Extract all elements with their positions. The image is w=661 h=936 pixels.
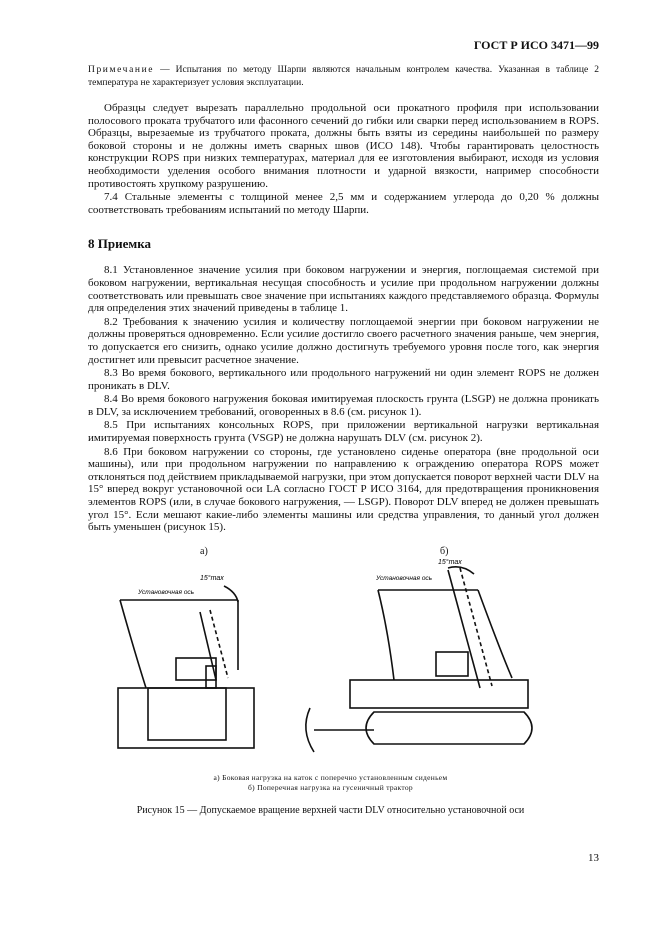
document-body — [88, 64, 599, 534]
panel-a-label: а) — [200, 546, 208, 557]
tractor-rops-post-right — [478, 590, 512, 678]
axis-label-b: Установочная ось — [376, 575, 433, 582]
tractor-drawing — [306, 567, 532, 752]
note-label: Примечание — [88, 65, 155, 75]
roller-body — [118, 688, 254, 748]
tractor-seat — [436, 652, 468, 676]
roller-seat — [176, 658, 216, 680]
subcaption-a: а) Боковая нагрузка на каток с поперечно установленным сиденьем — [213, 773, 448, 782]
axis-label-a: Установочная ось — [138, 589, 195, 596]
roller-rops-post-left — [120, 600, 146, 688]
paragraph-8-6: 8.6 При боковом нагружении со стороны, где установлено сиденье оператора (вне продольной оси машины), или при продольном нагружении по направлению к ограждению оператора ROPS может отклоняться под действием прикладываемой нагрузки, при этом допускается поворот верхней части DLV на 15° вперед вокруг установочной оси LA согласно ГОСТ Р ИСО 3164, для предотвращения проникновения элементов ROPS (или, в случае бокового нагружения, — LSGP). Поворот DLV вперед не должен превышать угол 15°. Если мешают какие-либо элементы машины или средства управления, то данный угол должен быть уменьшен (рисунок 15). — [88, 445, 599, 534]
panel-b-label: б) — [440, 546, 449, 557]
figure-subcaptions — [0, 773, 661, 792]
paragraph-8-3: 8.3 Во время бокового, вертикального или продольного нагружений ни один элемент ROPS не должен проникать в DLV. — [88, 367, 599, 392]
paragraph-8-2: 8.2 Требования к значению усилия и количеству поглощаемой энергии при боковом нагружении не должны проверяться одновременно. Если усилие достигло своего расчетного значения раньше, чем энергия, то допускается его снизить, однако усилие должно достигнуть требуемого уровня после того, как энергия достигнет или превысит расчетное значение. — [88, 315, 599, 366]
paragraph-8-4: 8.4 Во время бокового нагружения боковая имитируемая плоскость грунта (LSGP) не должна проникать в DLV, за исключением требований, оговоренных в 8.6 (см. рисунок 1). — [88, 393, 599, 418]
document-header: ГОСТ Р ИСО 3471—99 — [473, 38, 599, 52]
page-number: 13 — [588, 852, 599, 864]
roller-drawing — [118, 586, 254, 748]
paragraph-7-4: 7.4 Стальные элементы с толщиной менее 2,5 мм и содержанием углерода до 0,20 % должны соответствовать требованиям испытаний по методу Шарпи. — [88, 191, 599, 216]
subcaption-b: б) Поперечная нагрузка на гусеничный трактор — [248, 782, 413, 792]
angle-label-b: 15°max — [438, 559, 462, 566]
paragraph-8-1: 8.1 Установленное значение усилия при боковом нагружении и энергия, поглощаемая системой при боковом нагружении, вертикальная несущая способность и усилие при продольном нагружении должны соответствовать или превышать свое значение при испытаниях каждого представляемого образца. Формулы для определения этих значений приведены в таблице 1. — [88, 264, 599, 315]
note — [88, 64, 599, 90]
section-title: 8 Приемка — [88, 236, 152, 252]
figure-caption: Рисунок 15 — Допускаемое вращение верхней части DLV относительно установочной оси — [136, 805, 525, 816]
roller-dlv-line — [200, 612, 216, 680]
tractor-dlv-rotated — [460, 568, 492, 686]
tractor-dlv-line — [448, 570, 480, 688]
tractor-rops-post-left — [378, 590, 394, 680]
figure-15 — [88, 540, 599, 780]
tractor-blade — [306, 708, 314, 752]
paragraph-8-5: 8.5 При испытаниях консольных ROPS, при приложении вертикальной нагрузки вертикальная имитируемая поверхность грунта (VSGP) не должна нарушать DLV (см. рисунок 2). — [88, 419, 599, 445]
tractor-track — [366, 712, 532, 744]
note-text: — Испытания по методу Шарпи являются начальным контролем качества. Указанная в таблице 2 температура не характеризует условия эксплуатации. — [88, 65, 599, 88]
tractor-hood — [350, 680, 528, 708]
paragraph-specimens: Образцы следует вырезать параллельно продольной оси прокатного профиля при использовании полосового проката трубчатого или фасонного сечений до гибки или сварки перед использованием в ROPS. Образцы, вырезаемые из трубчатого проката, должны быть взяты из середины наибольшей по размеру боковой стороны и не должны иметь сварных швов (ИСО 148). Чтобы гарантировать целостность конструкции ROPS при низких температурах, материал для ее изготовления выбирают, исходя из условия необходимости уделения особого внимания плотности и ударной вязкости, например способности противостоять хрупкому разрушению. — [88, 102, 599, 190]
figure-drawing — [88, 540, 599, 770]
roller-drum — [148, 688, 226, 740]
angle-label-a: 15°max — [200, 575, 224, 582]
